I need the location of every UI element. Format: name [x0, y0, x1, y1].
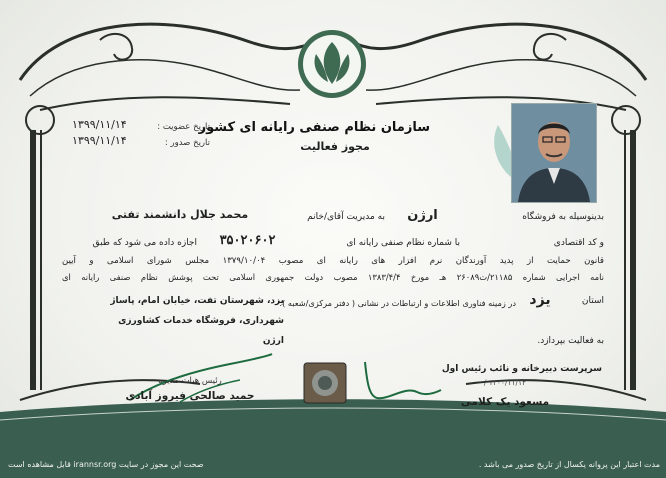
address-line-1: یزد، شهرستان تفت، خیابان امام، پاساژ: [110, 296, 284, 306]
person-icon: [512, 104, 596, 202]
issue-date-label: تاریخ صدور :: [164, 138, 210, 148]
org-title: سازمان نظام صنفی رایانه ای کشور: [198, 120, 430, 135]
right-signer-sub: / ۱۴۰۰/۱۱/۱۴: [483, 378, 527, 387]
holographic-seal: [303, 362, 347, 404]
address-line-3: ارژن: [262, 336, 284, 346]
verify-note: صحت این مجوز در سایت irannsr.org قابل مشاهده است: [8, 460, 204, 469]
closing-text: به فعالیت بپردازد.: [537, 336, 604, 346]
membership-date: ۱۳۹۹/۱۱/۱۴: [72, 118, 127, 131]
manager-name: محمد جلال دانشمند تفتی: [111, 208, 249, 221]
membership-date-label: تاریخ عضویت :: [157, 122, 210, 132]
law-text: قانون حمایت از پدید آورندگان نرم افزار های رایانه ای مصوب ۱۳۷۹/۱۰/۰۴ مجلس شورای اسلامی و آیین: [62, 256, 604, 266]
right-signer-title: سرپرست دبیرخانه و نائب رئیس اول: [441, 364, 602, 374]
regulation-text: نامه اجرایی شماره ۲۱۱۸۵/ت۲۶۰۸۹ هـ مورخ ۱۳۸۳/۴/۴ مصوب دولت جمهوری اسلامی تحت پوشش نظام صنفی رایانه ای: [62, 272, 604, 282]
shop-name: ارژن: [407, 208, 438, 223]
manager-label: به مدیریت آقای/خانم: [307, 212, 385, 222]
member-number: ۳۵۰۲۰۶۰۲: [219, 233, 276, 248]
economic-code-label: و کد اقتصادی: [553, 238, 604, 248]
permission-text: اجازه داده می شود که طبق: [92, 238, 197, 248]
member-number-label: با شماره نظام صنفی رایانه ای: [346, 238, 460, 248]
issue-date: ۱۳۹۹/۱۱/۱۴: [72, 134, 127, 147]
left-signer-title: رئیس هیات مدیره: [158, 376, 222, 386]
doc-type: مجوز فعالیت: [300, 140, 370, 153]
left-signer-name: حمید صالحی فیروز آبادی: [125, 390, 255, 402]
address-line-2: شهرداری، فروشگاه خدمات کشاورزی: [118, 316, 284, 326]
intro-text: بدینوسیله به فروشگاه: [522, 212, 604, 222]
right-signer-name: مسعود یک کلامی: [460, 396, 550, 408]
address-label: در زمینه فناوری اطلاعات و ارتباطات در نشانی ( دفتر مرکزی/شعبه ):: [279, 298, 516, 308]
province-label: استان: [581, 296, 604, 306]
province: یزد: [529, 292, 551, 308]
organization-logo: [296, 28, 368, 100]
right-signature-mark: [355, 352, 445, 407]
validity-note: مدت اعتبار این پروانه یکسال از تاریخ صدور می باشد .: [478, 460, 660, 469]
member-photo: [511, 103, 597, 203]
